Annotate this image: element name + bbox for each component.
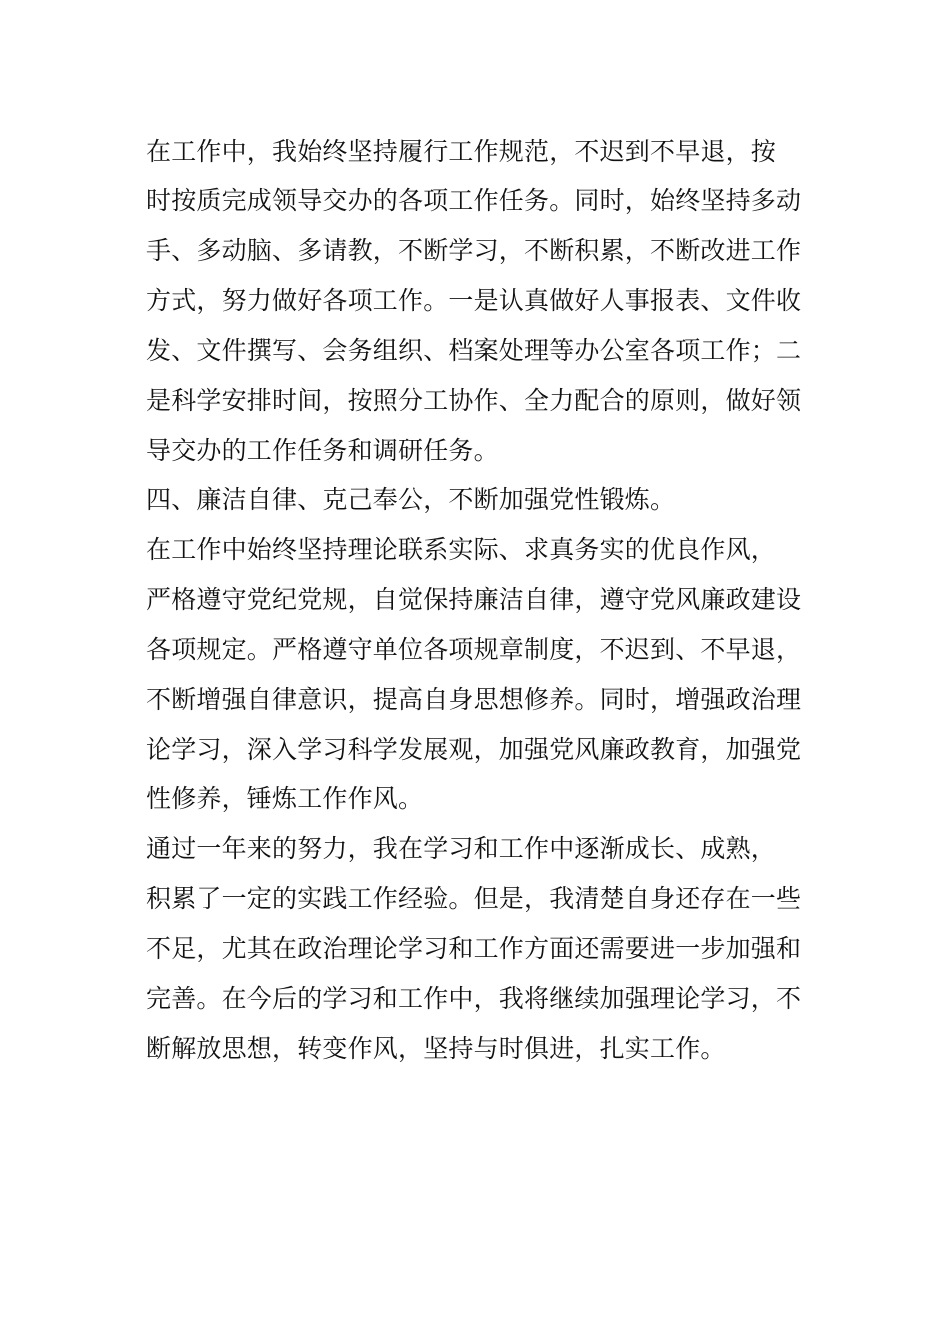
section-heading: 四、廉洁自律、克己奉公，不断加强党性锻炼。 — [146, 485, 676, 514]
text-line: 导交办的工作任务和调研任务。 — [146, 436, 499, 465]
text-line: 发、文件撰写、会务组织、档案处理等办公室各项工作；二 — [146, 336, 802, 365]
text-line: 是科学安排时间，按照分工协作、全力配合的原则，做好领 — [146, 386, 802, 415]
text-line: 不断增强自律意识，提高自身思想修养。同时，增强政治理 — [146, 685, 802, 714]
text-line: 积累了一定的实践工作经验。但是，我清楚自身还存在一些 — [146, 884, 802, 913]
text-line: 性修养，锤炼工作作风。 — [146, 784, 424, 813]
text-line: 手、多动脑、多请教，不断学习，不断积累，不断改进工作 — [146, 236, 802, 265]
text-line: 论学习，深入学习科学发展观，加强党风廉政教育，加强党 — [146, 735, 802, 764]
text-line: 断解放思想，转变作风，坚持与时俱进，扎实工作。 — [146, 1034, 726, 1063]
text-line: 时按质完成领导交办的各项工作任务。同时，始终坚持多动 — [146, 186, 802, 215]
text-line: 严格遵守党纪党规，自觉保持廉洁自律，遵守党风廉政建设 — [146, 585, 802, 614]
text-line: 方式，努力做好各项工作。一是认真做好人事报表、文件收 — [146, 286, 802, 315]
text-line: 通过一年来的努力，我在学习和工作中逐渐成长、成熟， — [146, 834, 777, 863]
text-line: 不足，尤其在政治理论学习和工作方面还需要进一步加强和 — [146, 934, 802, 963]
text-line: 在工作中，我始终坚持履行工作规范，不迟到不早退，按 — [146, 137, 777, 166]
text-line: 在工作中始终坚持理论联系实际、求真务实的优良作风， — [146, 535, 777, 564]
text-line: 完善。在今后的学习和工作中，我将继续加强理论学习，不 — [146, 984, 802, 1013]
text-line: 各项规定。严格遵守单位各项规章制度，不迟到、不早退， — [146, 635, 802, 664]
